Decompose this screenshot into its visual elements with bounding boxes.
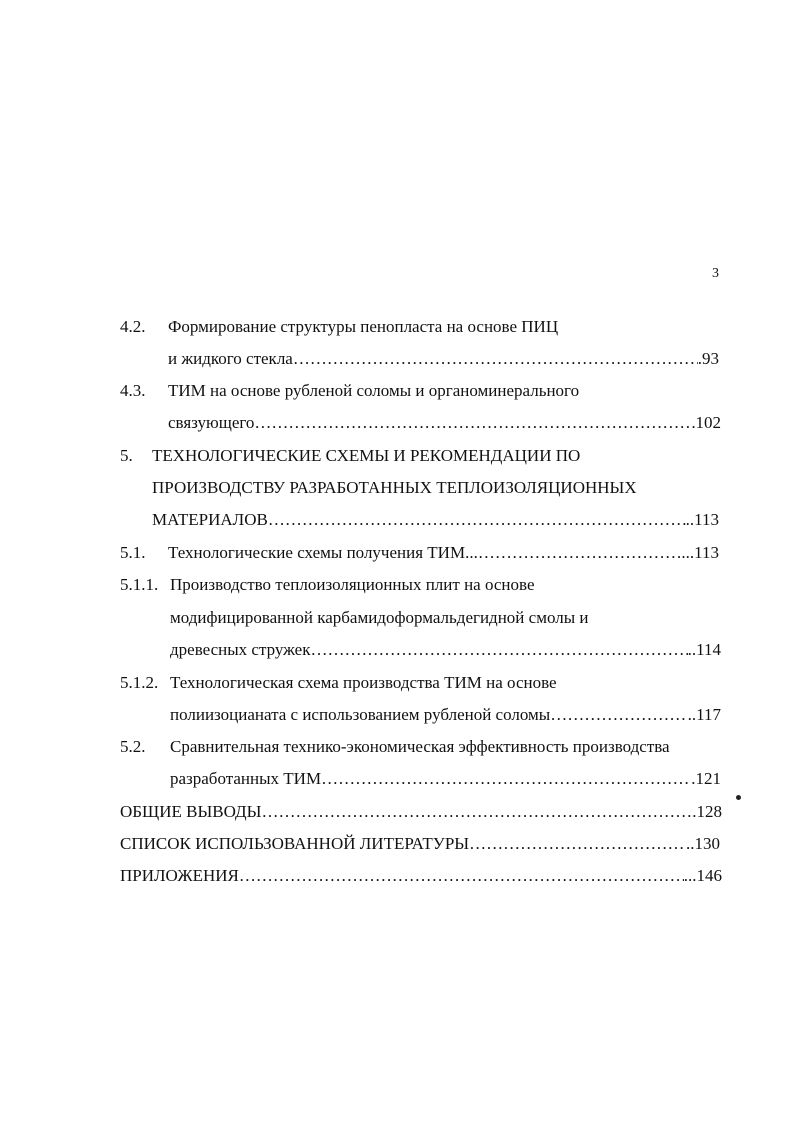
toc-entry-last-line [170,705,721,725]
toc-page-number: ..114 [687,640,721,659]
toc-entry-title: МАТЕРИАЛОВ [152,510,268,529]
toc-page-number: .121 [691,769,721,788]
toc-entry-last-line [120,802,722,822]
dot-leader [550,705,687,725]
toc-entry-number: 5.1.2. [120,673,159,692]
toc-page-number: ...113 [681,543,719,562]
toc-entry-title: ПРОИЗВОДСТВУ РАЗРАБОТАННЫХ ТЕПЛОИЗОЛЯЦИОННЫХ [152,478,637,497]
toc-entry-title: ТИМ на основе рубленой соломы и органоминерального [168,381,580,400]
toc-page-number: .128 [692,802,722,821]
toc-page-number: ..130 [686,834,720,853]
dot-leader [478,543,682,563]
toc-entry-title: Производство теплоизоляционных плит на основе [170,575,535,594]
toc-entry-last-line [170,640,721,660]
toc-page-number: ..117 [687,705,721,724]
toc-entry-title: связующего [168,413,255,432]
toc-entry-last-line [168,349,719,369]
dot-leader [254,413,695,433]
toc-entry-title: СПИСОК ИСПОЛЬЗОВАННОЙ ЛИТЕРАТУРЫ [120,834,470,853]
toc-entry-number: 5.1. [120,543,146,562]
toc-entry-title: ПРИЛОЖЕНИЯ [120,866,239,885]
toc-page-number: 102 [695,413,721,432]
dot-leader [310,640,687,660]
toc-entry-title: ТЕХНОЛОГИЧЕСКИЕ СХЕМЫ И РЕКОМЕНДАЦИИ ПО [152,446,581,465]
toc-entry-title: Технологические схемы получения ТИМ... [168,543,478,562]
dot-leader [469,834,686,854]
toc-page-number: ..113 [685,510,719,529]
toc-entry-last-line [168,413,721,433]
toc-entry-title: полиизоцианата с использованием рубленой соломы [170,705,551,724]
toc-entry-last-line [170,769,721,789]
toc-entry-title: ОБЩИЕ ВЫВОДЫ [120,802,262,821]
toc-entry-last-line [152,510,719,530]
toc-entry-last-line [120,834,720,854]
toc-entry-number: 5.2. [120,737,146,756]
toc-entry-number: 5. [120,446,133,465]
dot-leader [239,866,684,886]
toc-entry-title: модифицированной карбамидоформальдегидной смолы и [170,608,589,627]
toc-entry-title: древесных стружек [170,640,311,659]
dot-leader [268,510,686,530]
toc-page-number: .93 [697,349,719,368]
page-number: 3 [712,266,719,281]
toc-entry-title: и жидкого стекла [168,349,293,368]
toc-page-number: ...146 [683,866,722,885]
toc-entry-title: разработанных ТИМ [170,769,322,788]
dot-leader [261,802,692,822]
scan-speck [735,794,742,801]
toc-entry-number: 4.2. [120,317,146,336]
toc-entry-title: Технологическая схема производства ТИМ на основе [170,673,557,692]
toc-entry-last-line [168,543,719,563]
toc-entry-title: Формирование структуры пенопласта на основе ПИЦ [168,317,559,336]
toc-entry-title: Сравнительная технико-экономическая эффективность производства [170,737,670,756]
dot-leader [321,769,691,789]
toc-entry-last-line [120,866,722,886]
dot-leader [293,349,698,369]
toc-entry-number: 4.3. [120,381,146,400]
toc-entry-number: 5.1.1. [120,575,159,594]
